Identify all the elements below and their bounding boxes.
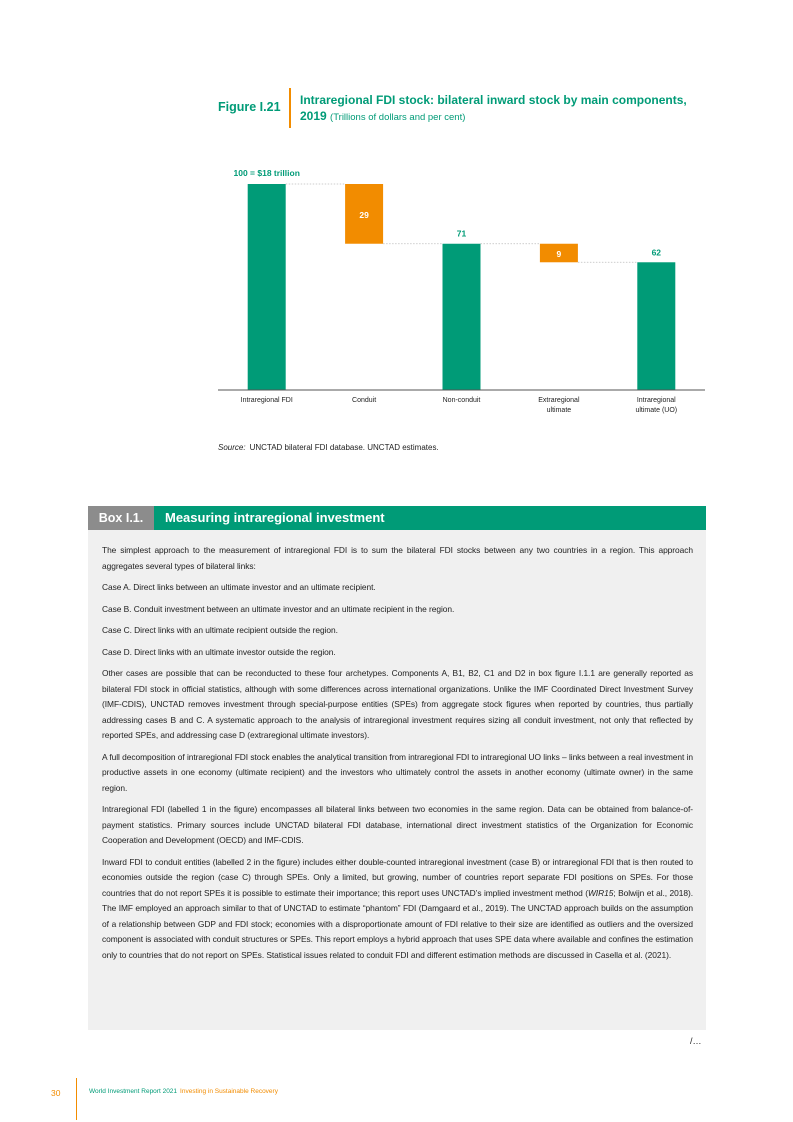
paragraph-italic: WIR15 (587, 887, 614, 898)
footer-report: World Investment Report 2021 (89, 1088, 178, 1095)
chart-data-label: 29 (359, 209, 369, 220)
chart-bar (443, 244, 481, 390)
chart-bar (248, 184, 286, 390)
chart-category-label: Intraregional (636, 397, 676, 404)
box-paragraph: The simplest approach to the measurement of intraregional FDI is to sum the bilateral FDI stocks between any two countries in a region. This approach aggregates several types of bilateral links: (102, 545, 693, 571)
figure-title-main: Intraregional FDI stock: bilateral inward stock by main components, (300, 93, 687, 107)
paragraph-part: Inward FDI to conduit entities (labelled 2 in the figure) includes either double-counted intraregional investment (case B) or intraregional FDI that is then routed to economies outside the region (case C) through SPEs. Only a limited, but growing, number of countries report separate FDI positions on SPEs. For those countries that do not report SPEs it is possible to estimate their importance; this report uses UNCTAD’s implied investment method ( (102, 856, 693, 898)
figure-label: Figure I.21 (218, 100, 281, 114)
box-paragraph (102, 855, 693, 964)
chart-category-label: Intraregional FDI (240, 397, 293, 404)
chart-bar (637, 262, 675, 390)
chart-category-label: ultimate (546, 407, 572, 414)
figure-title-year: 2019 (300, 109, 327, 123)
box-paragraph: A full decomposition of intraregional FDI stock enables the analytical transition from intraregional FDI to intraregional UO links – links between a real investment in productive assets in one economy (ultimate recipient) and the investors who ultimately control the assets in another economy (ultimate owner) in the same region. (102, 751, 693, 793)
figure-title (300, 92, 710, 126)
chart-data-label: 100 = $18 trillion (233, 168, 300, 178)
footer-subtitle: Investing in Sustainable Recovery (180, 1088, 278, 1095)
chart-category-label: ultimate (UO) (635, 407, 678, 414)
chart-category-label: Conduit (352, 397, 377, 404)
box-body (88, 530, 706, 1030)
source-text: UNCTAD bilateral FDI database. UNCTAD estimates. (249, 443, 439, 452)
chart-category-label: Extraregional (538, 397, 580, 404)
page-number: 30 (51, 1088, 61, 1098)
chart-data-label: 62 (651, 247, 662, 258)
continued-marker: /… (690, 1036, 702, 1046)
chart-data-label: 9 (556, 249, 562, 260)
box-paragraph: Case A. Direct links between an ultimate investor and an ultimate recipient. (102, 582, 376, 592)
chart-category-label: Non-conduit (442, 397, 481, 404)
box-title: Measuring intraregional investment (165, 510, 385, 525)
figure-separator (289, 88, 291, 128)
chart-data-label: 71 (456, 228, 467, 239)
figure-header (218, 88, 708, 132)
box-paragraph: Other cases are possible that can be reconducted to these four archetypes. Components A, B1, B2, C1 and D2 in box figure I.1.1 are generally reported as bilateral FDI stock in official statistics, although with some differences across international organizations. Unlike the IMF Coordinated Direct Investment Survey (IMF-CDIS), UNCTAD removes investment through special-purpose entities (SPEs) from aggregate stock figures when reported by countries, thus partially addressing cases B and C. A systematic approach to the analysis of intraregional investment requires sizing all conduit investment, not only that reflected by reported SPEs, and addressing case D (extraregional ultimate investors). (102, 668, 693, 740)
box-paragraph: Case C. Direct links with an ultimate recipient outside the region. (102, 625, 338, 635)
footer-separator (76, 1078, 77, 1120)
box-header (88, 506, 706, 530)
waterfall-chart (210, 160, 710, 425)
box-number: Box I.1. (88, 506, 154, 530)
source-label: Source: (218, 443, 246, 452)
figure-title-units: (Trillions of dollars and per cent) (330, 112, 466, 123)
figure-source (218, 443, 439, 452)
box-paragraph: Case D. Direct links with an ultimate investor outside the region. (102, 646, 336, 657)
footer-text (89, 1088, 278, 1095)
box-paragraph: Case B. Conduit investment between an ultimate investor and an ultimate recipient in the region. (102, 603, 455, 614)
box-paragraph: Intraregional FDI (labelled 1 in the figure) encompasses all bilateral links between two economies in the same region. Data can be obtained from balance-of-payment statistics. Primary sources include UNCTAD bilateral FDI database, international direct investment statistics of the Organization for Economic Cooperation and Development (OECD) and IMF-CDIS. (102, 804, 693, 845)
paragraph-part: ; Bolwijn et al., 2018). The IMF employed an approach similar to that of UNCTAD to estimate “phantom” FDI (Damgaard et al., 2019). The UNCTAD approach builds on the assumption of a relationship between GDP and FDI stock; economies with a disproportionate amount of FDI relative to their size are identified as outliers and the oversized component is associated with conduit structures or SPEs. This report employs a hybrid approach that uses SPE data where available and confines the estimation only to countries that do not report on SPEs. Statistical issues related to conduit FDI and different estimation methods are discussed in Casella et al. (2021). (102, 887, 694, 960)
